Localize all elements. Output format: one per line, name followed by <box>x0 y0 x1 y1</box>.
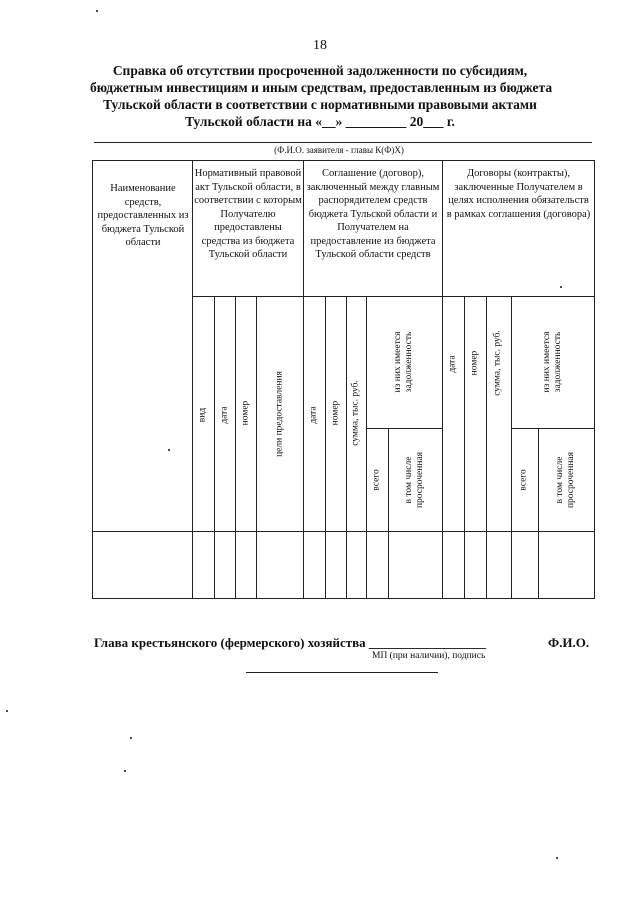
applicant-caption: (Ф.И.О. заявителя - главы К(Ф)Х) <box>274 145 404 155</box>
debt-header-agreement: из них имеется задолженность <box>393 331 414 393</box>
signature-caption: МП (при наличии), подпись <box>372 651 486 661</box>
col-purpose: цели предоставления <box>274 371 285 457</box>
debt-overdue-contract: в том числе просроченная <box>555 451 576 509</box>
scan-speck <box>130 737 132 739</box>
col-date-agreement: дата <box>308 406 319 424</box>
scan-speck <box>124 770 126 772</box>
title-line-4: Тульской области на «__» _________ 20___ г. <box>185 114 455 129</box>
col-header-funds: Наименование средств, предоставленных из бюджета Тульской области <box>97 183 189 248</box>
col-date-contract: дата <box>447 355 458 373</box>
scan-speck <box>556 857 558 859</box>
col-number-agreement: номер <box>330 400 341 426</box>
page-number: 18 <box>313 38 327 53</box>
debt-header-contract: из них имеется задолженность <box>542 331 563 393</box>
scan-speck <box>168 449 170 451</box>
signature-fio: Ф.И.О. <box>548 635 590 650</box>
title-line-3: Тульской области в соответствии с нормативными правовыми актами <box>103 97 537 112</box>
col-kind: вид <box>197 407 208 423</box>
signature-label: Глава крестьянского (фермерского) хозяйства __________________ <box>94 635 486 650</box>
col-sum-contract: сумма, тыс. руб. <box>492 330 503 396</box>
document-title <box>90 62 553 130</box>
group-header-contracts: Договоры (контракты), заключенные Получателем в целях исполнения обязательств в рамках соглашения (договора) <box>446 168 591 220</box>
signature-underline <box>246 672 438 673</box>
applicant-line <box>94 142 592 143</box>
debt-total-agreement: всего <box>371 469 382 491</box>
debt-total-contract: всего <box>518 469 529 491</box>
title-line-1: Справка об отсутствии просроченной задолженности по субсидиям, <box>112 63 528 78</box>
title-line-2: бюджетным инвестициям и иным средствам, предоставленным из бюджета <box>90 80 553 95</box>
scan-speck <box>560 286 562 288</box>
col-number-act: номер <box>240 400 251 426</box>
col-sum-agreement: сумма, тыс. руб. <box>350 380 361 446</box>
scan-speck <box>96 10 98 12</box>
group-header-agreement: Соглашение (договор), заключенный между главным распорядителем средств бюджета Тульской области и Получателем на предоставление из бюджета Тульской области средств <box>306 168 440 260</box>
col-number-contract: номер <box>469 350 480 376</box>
group-header-legal-act: Нормативный правовой акт Тульской области, в соответствии с которым Получателю предоставлены средства из бюджета Тульской области <box>194 168 302 260</box>
debt-overdue-agreement: в том числе просроченная <box>404 451 425 509</box>
scan-speck <box>6 710 8 712</box>
col-date-act: дата <box>219 406 230 424</box>
